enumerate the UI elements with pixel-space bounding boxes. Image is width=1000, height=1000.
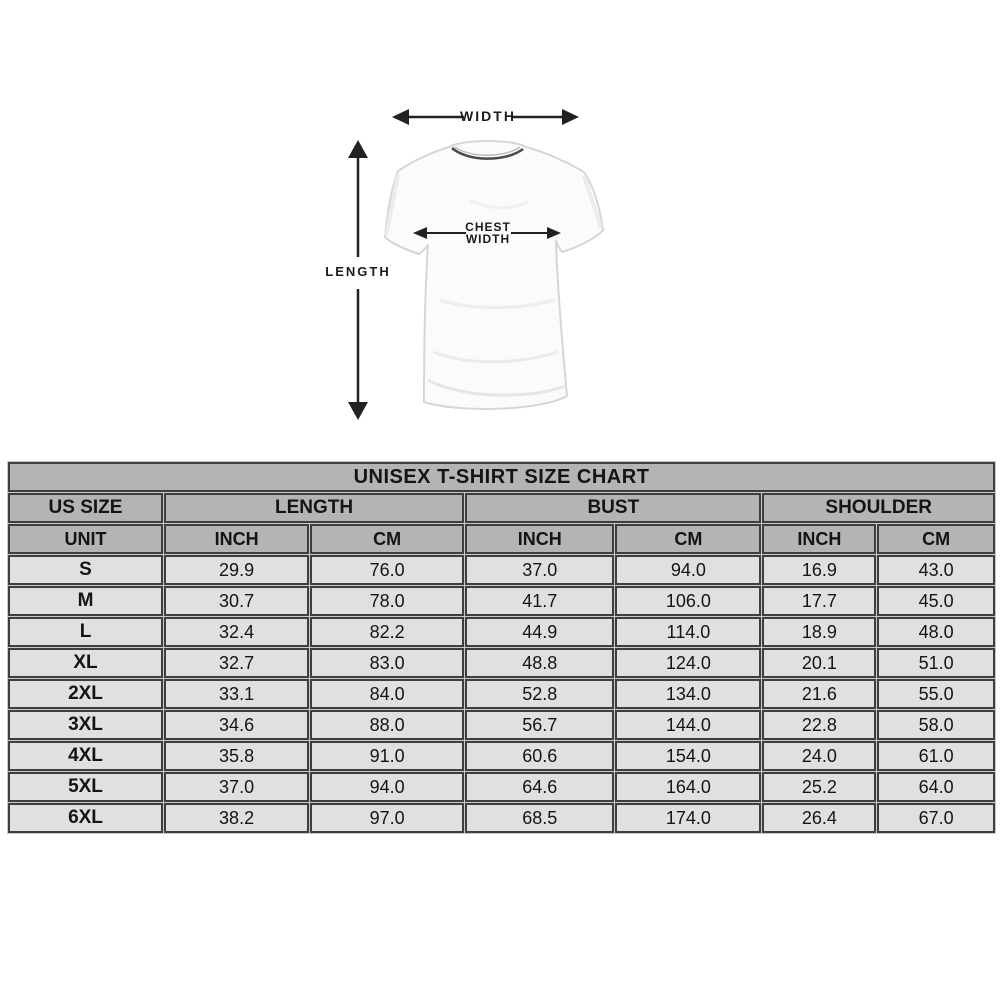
tshirt-measurement-diagram bbox=[0, 0, 1000, 455]
value-cell: 52.8 bbox=[465, 679, 614, 709]
value-cell: 48.8 bbox=[465, 648, 614, 678]
size-chart-table bbox=[7, 461, 996, 834]
table-row bbox=[8, 648, 995, 678]
width-label: WIDTH bbox=[460, 108, 516, 124]
value-cell: 64.0 bbox=[877, 772, 995, 802]
value-cell: 25.2 bbox=[762, 772, 876, 802]
value-cell: 51.0 bbox=[877, 648, 995, 678]
value-cell: 34.6 bbox=[164, 710, 309, 740]
size-cell: 2XL bbox=[8, 679, 163, 709]
value-cell: 144.0 bbox=[615, 710, 761, 740]
value-cell: 78.0 bbox=[310, 586, 464, 616]
size-cell: 4XL bbox=[8, 741, 163, 771]
table-title-row bbox=[8, 462, 995, 492]
unit-header-cell: CM bbox=[310, 524, 464, 554]
value-cell: 174.0 bbox=[615, 803, 761, 833]
value-cell: 22.8 bbox=[762, 710, 876, 740]
tshirt-icon bbox=[385, 141, 603, 409]
unit-header-cell: CM bbox=[877, 524, 995, 554]
value-cell: 154.0 bbox=[615, 741, 761, 771]
value-cell: 164.0 bbox=[615, 772, 761, 802]
value-cell: 17.7 bbox=[762, 586, 876, 616]
value-cell: 32.4 bbox=[164, 617, 309, 647]
value-cell: 134.0 bbox=[615, 679, 761, 709]
value-cell: 24.0 bbox=[762, 741, 876, 771]
value-cell: 64.6 bbox=[465, 772, 614, 802]
value-cell: 41.7 bbox=[465, 586, 614, 616]
value-cell: 30.7 bbox=[164, 586, 309, 616]
table-row bbox=[8, 617, 995, 647]
length-arrow bbox=[348, 140, 368, 420]
value-cell: 68.5 bbox=[465, 803, 614, 833]
value-cell: 43.0 bbox=[877, 555, 995, 585]
unit-header-cell: INCH bbox=[465, 524, 614, 554]
chest-width-label-line2: WIDTH bbox=[465, 232, 511, 246]
value-cell: 84.0 bbox=[310, 679, 464, 709]
column-group-length: LENGTH bbox=[164, 493, 464, 523]
size-cell: 3XL bbox=[8, 710, 163, 740]
value-cell: 76.0 bbox=[310, 555, 464, 585]
value-cell: 48.0 bbox=[877, 617, 995, 647]
value-cell: 60.6 bbox=[465, 741, 614, 771]
value-cell: 18.9 bbox=[762, 617, 876, 647]
size-cell: L bbox=[8, 617, 163, 647]
value-cell: 38.2 bbox=[164, 803, 309, 833]
table-row bbox=[8, 803, 995, 833]
chart-title: UNISEX T-SHIRT SIZE CHART bbox=[8, 462, 995, 492]
unit-header-cell: UNIT bbox=[8, 524, 163, 554]
table-row bbox=[8, 710, 995, 740]
value-cell: 88.0 bbox=[310, 710, 464, 740]
column-group-shoulder: SHOULDER bbox=[762, 493, 995, 523]
chest-width-label-line1: CHEST bbox=[465, 220, 511, 234]
unit-header-cell: CM bbox=[615, 524, 761, 554]
value-cell: 97.0 bbox=[310, 803, 464, 833]
value-cell: 58.0 bbox=[877, 710, 995, 740]
value-cell: 26.4 bbox=[762, 803, 876, 833]
table-row bbox=[8, 679, 995, 709]
value-cell: 37.0 bbox=[465, 555, 614, 585]
value-cell: 45.0 bbox=[877, 586, 995, 616]
value-cell: 44.9 bbox=[465, 617, 614, 647]
value-cell: 82.2 bbox=[310, 617, 464, 647]
unit-header-row bbox=[8, 524, 995, 554]
value-cell: 33.1 bbox=[164, 679, 309, 709]
value-cell: 21.6 bbox=[762, 679, 876, 709]
size-cell: M bbox=[8, 586, 163, 616]
value-cell: 67.0 bbox=[877, 803, 995, 833]
column-group-row bbox=[8, 493, 995, 523]
unit-header-cell: INCH bbox=[762, 524, 876, 554]
value-cell: 61.0 bbox=[877, 741, 995, 771]
size-cell: 5XL bbox=[8, 772, 163, 802]
value-cell: 83.0 bbox=[310, 648, 464, 678]
table-row bbox=[8, 741, 995, 771]
value-cell: 37.0 bbox=[164, 772, 309, 802]
value-cell: 106.0 bbox=[615, 586, 761, 616]
value-cell: 124.0 bbox=[615, 648, 761, 678]
value-cell: 35.8 bbox=[164, 741, 309, 771]
value-cell: 20.1 bbox=[762, 648, 876, 678]
value-cell: 114.0 bbox=[615, 617, 761, 647]
value-cell: 94.0 bbox=[615, 555, 761, 585]
value-cell: 29.9 bbox=[164, 555, 309, 585]
value-cell: 32.7 bbox=[164, 648, 309, 678]
value-cell: 16.9 bbox=[762, 555, 876, 585]
size-cell: S bbox=[8, 555, 163, 585]
table-row bbox=[8, 555, 995, 585]
unit-header-cell: INCH bbox=[164, 524, 309, 554]
chest-width-label bbox=[448, 221, 528, 245]
value-cell: 55.0 bbox=[877, 679, 995, 709]
column-group-us-size: US SIZE bbox=[8, 493, 163, 523]
column-group-bust: BUST bbox=[465, 493, 761, 523]
table-row bbox=[8, 586, 995, 616]
table-row bbox=[8, 772, 995, 802]
value-cell: 56.7 bbox=[465, 710, 614, 740]
size-cell: 6XL bbox=[8, 803, 163, 833]
value-cell: 91.0 bbox=[310, 741, 464, 771]
length-label: LENGTH bbox=[325, 264, 391, 279]
size-cell: XL bbox=[8, 648, 163, 678]
value-cell: 94.0 bbox=[310, 772, 464, 802]
